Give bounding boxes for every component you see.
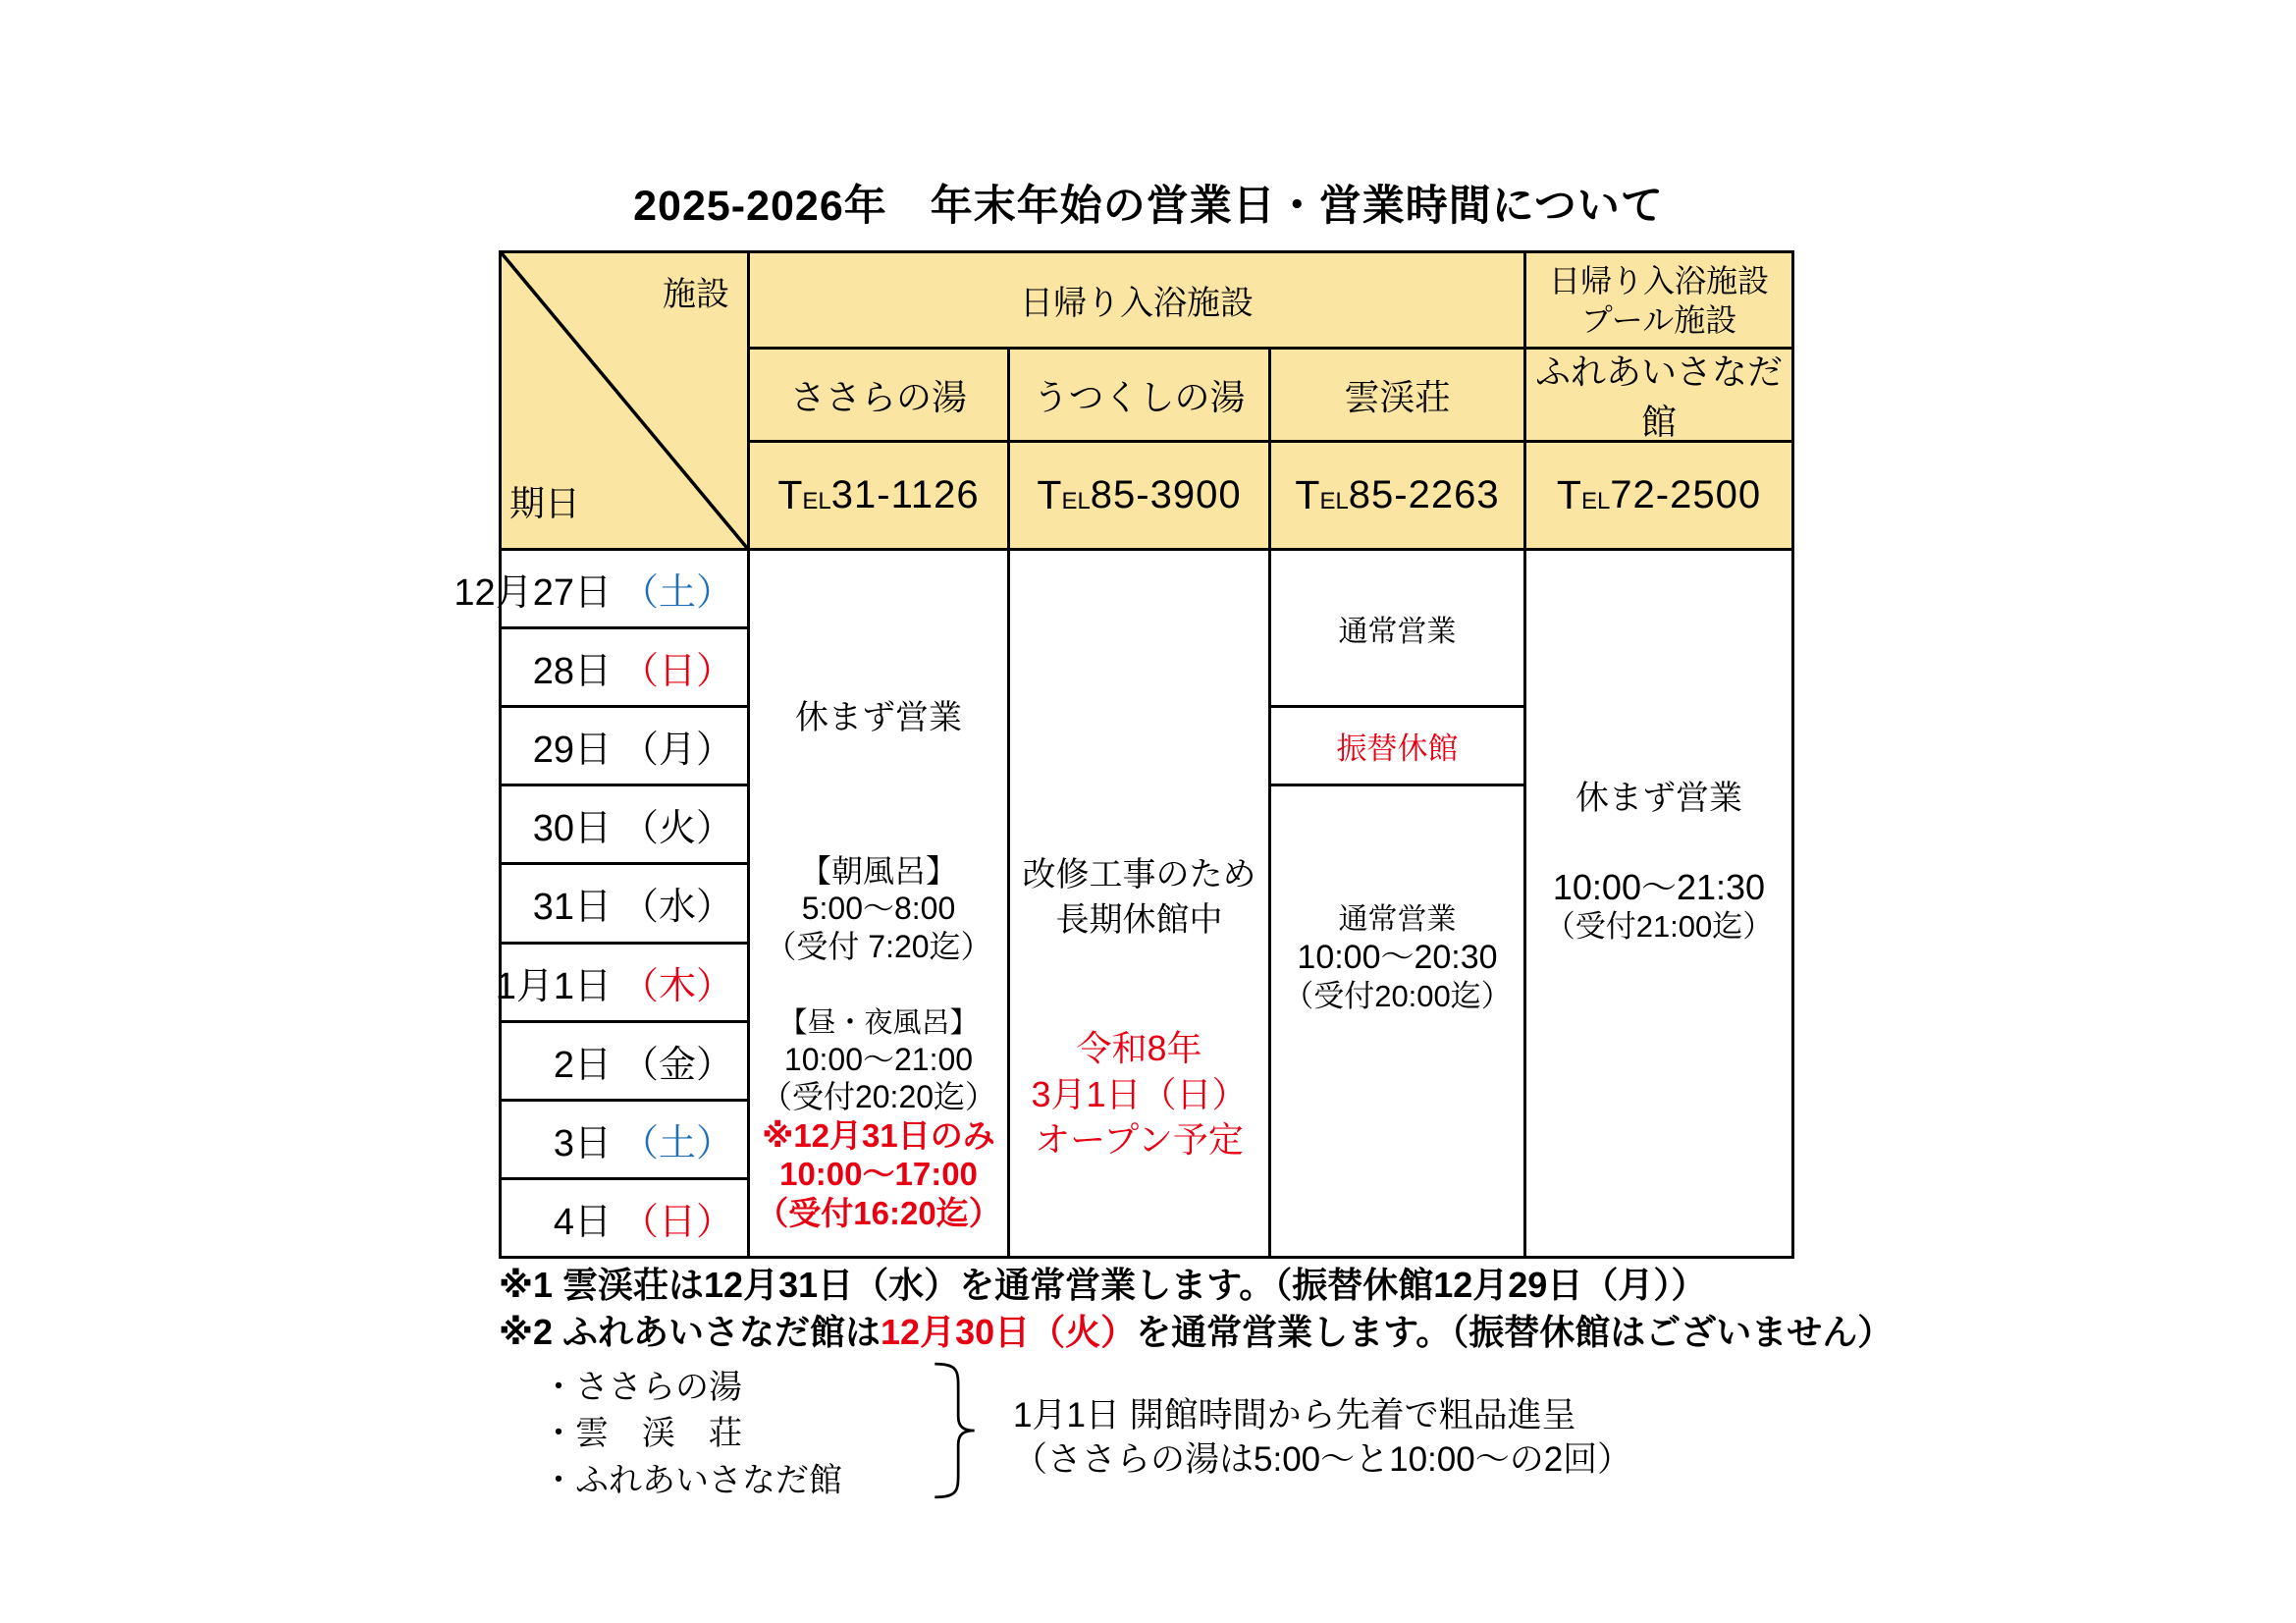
schedule-cell-unkeiso-normal-bottom: 通常営業 10:00～20:30 （受付20:00迄） [1271,786,1523,1256]
curly-brace [928,1353,982,1508]
corner-cell [502,253,747,548]
gift-description-line2: （ささらの湯は5:00～と10:00～の2回） [1013,1439,1632,1479]
schedule-cell-sasara [750,551,1007,1256]
tel-fureai [1526,443,1791,548]
date-row-jan3: 3日 （土） [502,1102,747,1177]
tel-number: 85-3900 [1090,473,1242,516]
fureai-always-open: 休まず営業 [1575,780,1742,817]
schedule-cell-unkeiso-transfer-closed: 振替休館 [1271,708,1523,784]
sasara-always-open: 休まず営業 [795,699,962,736]
header-group-pool-line1: 日帰り入浴施設 [1548,262,1769,298]
tel-unkeiso [1271,443,1523,548]
gift-facility-sasara: ・ささらの湯 [542,1369,742,1406]
date-row-dec27: 12月 27日 （土） [502,551,747,626]
corner-label-date: 期日 [509,483,581,523]
date-row-jan4: 4日 （日） [502,1180,747,1256]
schedule-table [454,250,1794,1259]
tel-label: TEL [1037,472,1091,517]
utsukushi-closed-notice: 改修工事のため 長期休館中 [1022,856,1256,939]
tel-label: TEL [1556,472,1611,517]
tel-label: TEL [1295,472,1349,517]
tel-number: 85-2263 [1348,473,1500,516]
fureai-hours: 10:00～21:30 （受付21:00迄） [1544,866,1774,944]
sasara-day-night-bath: 【昼・夜風呂】 10:00～21:00 （受付20:20迄） ※12月31日のみ 10:00～17:00 （受付16:20迄） [756,1006,1001,1231]
gift-facility-list [542,1365,842,1504]
date-row-dec31: 31日 （水） [502,865,747,941]
header-facility-utsukushi: うつくしの湯 [1010,350,1268,440]
page-title: 2025-2026年 年末年始の営業日・営業時間について [633,183,1664,230]
gift-facility-unkeiso: ・雲 渓 荘 [542,1415,742,1453]
header-facility-fureai: ふれあいさなだ館 [1526,350,1791,440]
date-row-dec29: 29日 （月） [502,708,747,784]
schedule-cell-utsukushi [1010,551,1268,1256]
footnote-1: ※1 雲渓荘は12月31日（水）を通常営業します。（振替休館12月29日（月）） [499,1265,1707,1305]
date-row-dec30: 30日 （火） [502,786,747,862]
schedule-cell-unkeiso-normal-top: 通常営業 [1271,551,1523,705]
utsukushi-reopen-notice: 令和8年 3月1日（日） オープン予定 [1031,1027,1248,1161]
tel-number: 72-2500 [1610,473,1762,516]
header-facility-sasara: ささらの湯 [750,350,1007,440]
date-row-jan2: 2日 （金） [502,1023,747,1099]
footnote-2: ※2 ふれあいさなだ館は12月30日（火）を通常営業します。（振替休館はございません） [499,1312,1894,1353]
schedule-cell-fureai [1526,551,1791,1256]
gift-description-line1: 1月1日 開館時間から先着で粗品進呈 [1013,1396,1576,1434]
sasara-morning-bath: 【朝風呂】 5:00～8:00 （受付 7:20迄） [765,852,992,964]
gift-facility-fureai: ・ふれあいさなだ館 [542,1461,842,1499]
tel-utsukushi [1010,443,1268,548]
tel-label: TEL [777,472,831,517]
header-group-pool-line2: プール施設 [1580,301,1737,338]
footnotes [499,1262,1893,1356]
date-row-jan1: 1月 1日 （木） [502,945,747,1020]
date-row-dec28: 28日 （日） [502,629,747,705]
tel-sasara [750,443,1007,548]
corner-label-facility: 施設 [663,276,729,313]
tel-number: 31-1126 [830,473,980,516]
header-group-day-spa: 日帰り入浴施設 [750,253,1523,347]
header-facility-unkeiso: 雲渓荘 [1271,350,1523,440]
footnote-2-red-date: 12月30日（火） [881,1312,1137,1353]
header-group-pool [1526,253,1791,347]
gift-description [1013,1394,1631,1483]
